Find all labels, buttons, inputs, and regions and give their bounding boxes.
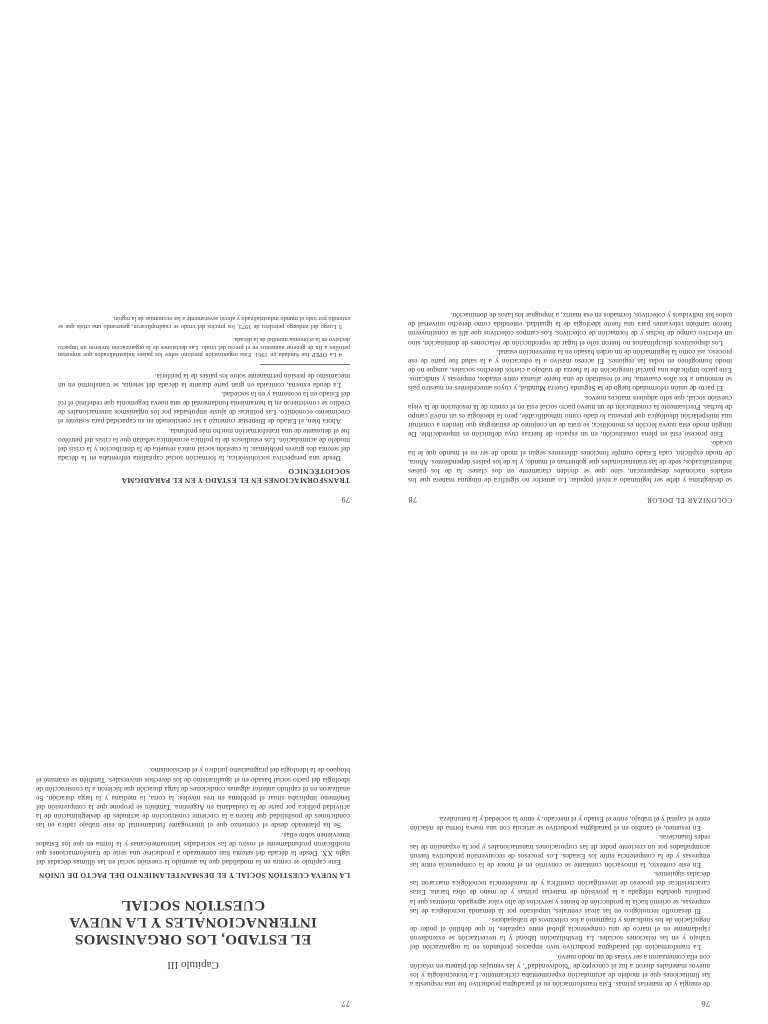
paragraph: El pacto de unión reformulado luego de la Segunda Guerra Mundial, y cuyos antecedentes en nuestro país se remontan a los años cuarenta, fue el resultado de una fuerte alianza entre estados, empresas y sindicatos. Este pacto implicaba una parcial integración de la fuerza de trabajo a ciertos derechos sociales, aunque no de modo homogéneo en todas las regiones. El acceso masivo a la educación y a la salud fue parte de ese proceso, así como la legitimación de un orden basado en la intervención estatal. xyxy=(408,347,732,394)
paragraph: Se ha planteado desde el comienzo que el interrogante fundamental de este trabajo radica en las condiciones de posibilidad que hacen a la creciente construcción de actitudes de deslegitimación de la actividad política por parte de la ciudadanía en Argentina. También se propone que la comprensión del fenómeno implicaba situar el problema en tres niveles: la corta, la mediana y la larga duración. Se analizaron en el capítulo anterior algunas condiciones de larga duración que hicieron a la construcción de ideología del pacto social basado en el igualitarismo de los derechos universales. También se examinó el bloqueo de la ideología del pragmatismo jurídico y el decisionismo. xyxy=(36,766,350,831)
chapter-title: EL ESTADO, LOS ORGANISMOS INTERNACIONALES Y LA NUEVA CUESTIÓN SOCIAL xyxy=(69,897,317,947)
paragraph: de energía y de materias primas. Esta transformación en el paradigma productivo fue una respuesta a las limitaciones que el modelo de acumulación experimentaba cíclicamente. La biotecnología y los nuevos materiales dieron a luz el concepto de "biodiversidad", y las ventajas del planeta en relación con ella comenzaron a ser vistas de un modo nuevo. xyxy=(410,952,710,989)
paragraph: En este contexto, la innovación constante se convirtió en el motor de la competencia entre las empresas y de la competencia entre los Estados. Los procesos de reconversión productiva fueron acompañados por un creciente poder de las corporaciones transnacionales y por la expansión de las redes financieras. xyxy=(410,833,710,870)
paragraph: Los dispositivos disciplinarios no fueron sólo el lugar de reproducción de relaciones de dominación, sino un efectivo campo de luchas y de formación de colectivos. Los campos colectivos que allí se constituyeron fueron también relevantes para una fuerte ideología de la igualdad, entendida como derecho universal de todos los individuos y colectivos, formados en esa matriz, a impugnar los lazos de dominación. xyxy=(408,311,732,348)
page-number: 77 xyxy=(341,999,350,1008)
paragraph: Este capítulo se centra en la modalidad que ha asumido la cuestión social en las últimas décadas del siglo XX. Desde la década del setenta han comenzado a producirse una serie de transformaciones que modificaron profundamente el rostro de las sociedades latinoamericanas y la forma en que los Estados intervienen sobre ellas. xyxy=(36,830,350,867)
paragraph: El desarrollo tecnológico en las áreas centrales, impulsado por la demanda tecnológica de las empresas, se orientó hacia la producción de bienes y servicios de alto valor agregado, mientras que la periferia quedaba relegada a la provisión de materias primas y de mano de obra barata. Estas características del proceso de investigación científica y de transferencia tecnológica marcaron las décadas siguientes. xyxy=(410,870,710,916)
paragraph: En resumen, el cambio en el paradigma productivo se articula con una nueva forma de relación entre el capital y el trabajo, entre el Estado y el mercado, y entre la sociedad y la naturaleza. xyxy=(410,815,710,834)
paragraph: se deslegitima y debe ser legitimado a nivel popular. Lo anterior no significa de ninguna manera que los estados nacionales desaparezcan, sino que se dividen claramente en dos clases: la de los países industrializados, sede de las transnacionales que gobiernan el mundo, y la de los países dependientes. Ahora, de modo explícito, cada Estado cumple funciones diferentes según el modo de ser en el mundo que le ha tocado. xyxy=(408,439,732,485)
footnote: 4 La OPEP fue fundada en 1961. Esta organización presionó sobre los países industrializados que importan petróleo a fin de generar aumentos en el precio del crudo. Las decisiones de la organización tuvieron un impacto decisivo en la economía mundial de la década. xyxy=(58,336,350,359)
page-header xyxy=(36,999,350,1008)
page-number: 76 xyxy=(701,999,710,1008)
paragraph: Este proceso está en plena constitución, en un espacio de fuerzas cuya definición es impredecible. De ningún modo esta nueva lección es monolítica; se trata de un conjunto de estrategias que tienden a construir una interpelación ideológica que presenta lo dado como inmodificable, pero la ideología es un móvil campo de luchas. Precisamente la constitución de un nuevo pacto social está en el centro de la resolución de la vieja cuestión social, que sólo adquiere matices nuevos. xyxy=(408,393,732,440)
section-heading: LA NUEVA CUESTIÓN SOCIAL Y EL DESMANTELAMIENTO DEL PACTO DE UNIÓN xyxy=(38,871,350,880)
paragraph: Desde una perspectiva sociohistórica, la formación social capitalista enfrentaba en la década del setenta dos graves problemas: la cuestión social nunca resuelta de la distribución y la crisis del modelo de acumulación. Los estudiosos de la política económica señalan que la crisis del petróleo fue el detonante de una transformación mucho más profunda. xyxy=(58,426,350,463)
footnote-divider xyxy=(260,364,350,365)
page-number: 79 xyxy=(341,495,350,504)
page-76 xyxy=(410,524,710,1008)
page-header xyxy=(410,999,710,1008)
running-head: COLONIZAR EL DOLOR xyxy=(646,496,732,504)
page-77 xyxy=(36,524,350,1008)
page-header xyxy=(408,495,732,504)
page-78 xyxy=(408,16,732,504)
footnote: 5 Luego del embargo petrolero de 1973, los precios del crudo se cuadruplicaron, generando una crisis que se extendió por todo el mundo industrializado y afectó severamente a las economías de la región. xyxy=(58,315,350,330)
paragraph: Ahora bien, el Estado de Bienestar comenzó a ser cuestionado en su capacidad para sostener el crecimiento económico. Las políticas de ajuste impulsadas por los organismos internacionales de crédito se convirtieron en la herramienta fundamental de una nueva hegemonía que redefinió el rol del Estado en la economía y en la sociedad. xyxy=(58,389,350,427)
paragraph: La deuda externa, contraída en gran parte durante la década del setenta, se transformó en un mecanismo de presión permanente sobre los países de la periferia. xyxy=(58,371,350,390)
paragraph: La transformación del paradigma productivo tuvo impactos profundos en la organización del trabajo y en las relaciones sociales. La flexibilización laboral y la tercerización se extendieron rápidamente en el marco de una competencia global entre capitales, lo que debilitó el poder de negociación de los sindicatos y fragmentó a los colectivos de trabajadores. xyxy=(410,915,710,953)
page-number: 78 xyxy=(408,495,417,504)
page-header xyxy=(58,495,350,504)
chapter-label: Capítulo III xyxy=(167,959,219,971)
section-heading: TRANSFORMACIONES EN EL ESTADO Y EN EL PARADIGMA SOCIOTÉCNICO xyxy=(121,467,350,485)
page-79 xyxy=(58,16,350,504)
